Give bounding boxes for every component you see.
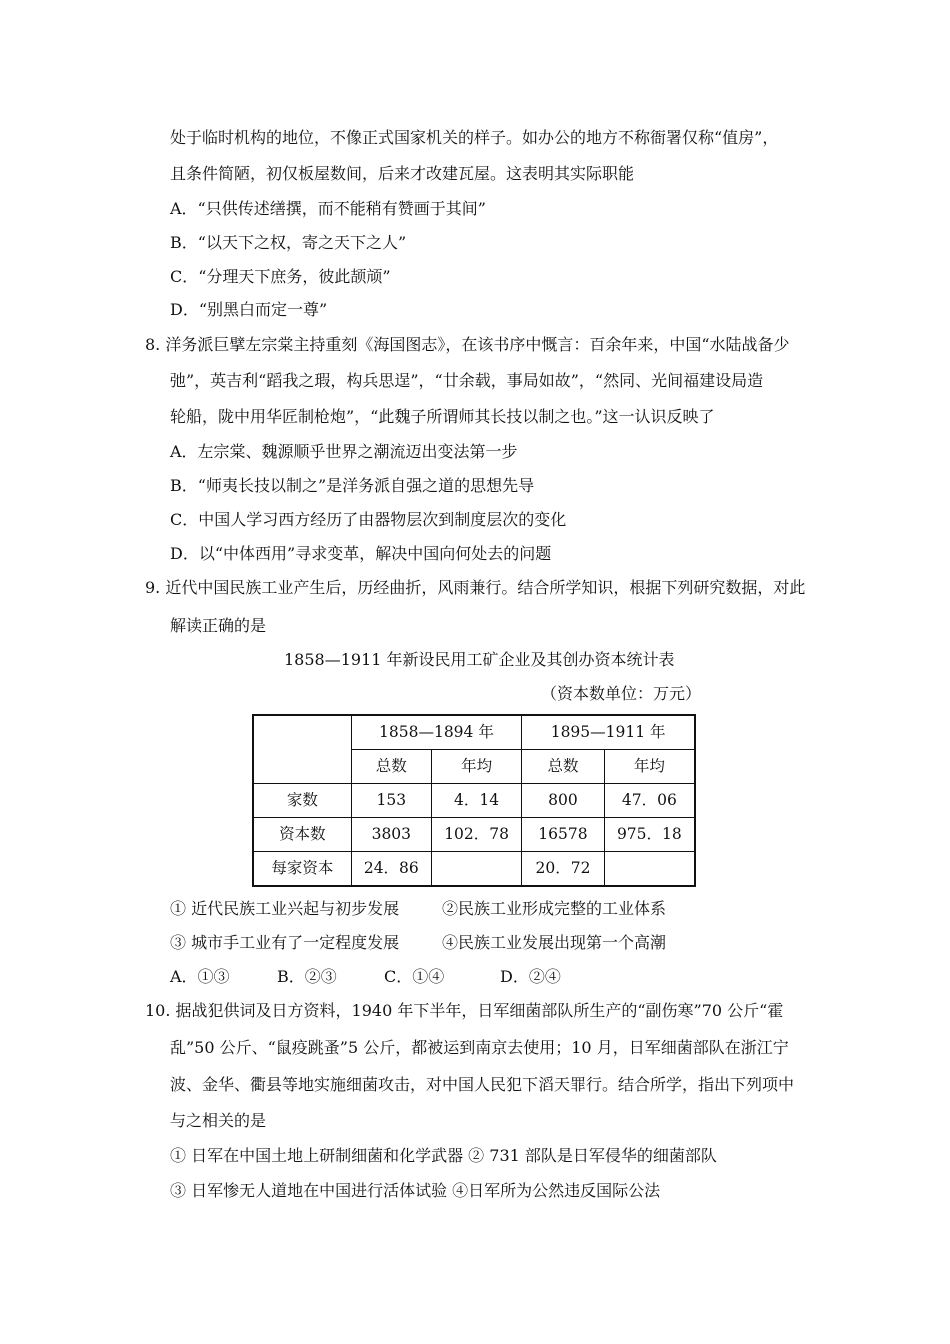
q9-statement-1: ① 近代民族工业兴起与初步发展 [170,899,400,918]
header-period-2: 1895—1911 年 [522,715,695,750]
q10-statements-line-2: ③ 日军惨无人道地在中国进行活体试验 ④日军所为公然违反国际公法 [170,1181,661,1200]
table-cell: 16578 [522,818,604,852]
q9-statement-2: ②民族工业形成完整的工业体系 [442,899,667,918]
row-label: 家数 [253,784,351,818]
q9-choice-b: B．②③ [277,967,337,986]
table-cell [431,852,521,887]
q10-text-line-3: 波、金华、衢县等地实施细菌攻击，对中国人民犯下滔天罪行。结合所学，指出下列项中 [170,1075,795,1094]
table-title: 1858—1911 年新设民用工矿企业及其创办资本统计表 [284,650,675,669]
table-row [253,784,695,818]
table-header-row [253,715,695,750]
table-cell: 800 [522,784,604,818]
q8-option-d: D．以“中体西用”寻求变革，解决中国向何处去的问题 [170,544,552,563]
table-row [253,818,695,852]
table-cell: 975．18 [604,818,695,852]
q9-statement-4: ④民族工业发展出现第一个高潮 [442,933,667,952]
q7-option-d: D．“别黑白而定一尊” [170,300,328,319]
q8-text-line-3: 轮船，陇中用华匠制枪炮”，“此魏子所谓师其长技以制之也。”这一认识反映了 [170,407,715,426]
subheader-annual-1: 年均 [431,750,521,784]
q7-text-line-2: 且条件简陋，初仅板屋数间，后来才改建瓦屋。这表明其实际职能 [170,164,635,183]
table-cell [604,852,695,887]
table-corner-cell [253,715,351,784]
subheader-total-2: 总数 [522,750,604,784]
q10-text-line-1: 10. 据战犯供词及日方资料，1940 年下半年，日军细菌部队所生产的“副伤寒”70 公斤“霍 [145,1001,784,1020]
table-cell: 153 [351,784,431,818]
q9-choice-c: C．①④ [384,967,445,986]
table-cell: 4．14 [431,784,521,818]
table-cell: 20．72 [522,852,604,887]
q9-text-line-1: 9. 近代中国民族工业产生后，历经曲折，风雨兼行。结合所学知识，根据下列研究数据，对此 [145,578,806,597]
q9-choice-a: A．①③ [170,967,230,986]
table-unit-note: （资本数单位：万元） [541,684,702,703]
table-cell: 3803 [351,818,431,852]
q10-text-line-4: 与之相关的是 [170,1111,267,1130]
row-label: 每家资本 [253,852,351,887]
q7-option-c: C．“分理天下庶务，彼此颉颃” [170,267,391,286]
q7-option-a: A．“只供传述缮撰，而不能稍有赞画于其间” [170,199,486,218]
table-row [253,852,695,887]
header-period-1: 1858—1894 年 [351,715,522,750]
subheader-annual-2: 年均 [604,750,695,784]
statistics-table [252,714,696,887]
q9-statement-3: ③ 城市手工业有了一定程度发展 [170,933,400,952]
q9-text-line-2: 解读正确的是 [170,616,267,635]
q8-option-c: C．中国人学习西方经历了由器物层次到制度层次的变化 [170,510,567,529]
q10-text-line-2: 乱”50 公斤、“鼠疫跳蚤”5 公斤，都被运到南京去使用；10 月，日军细菌部队在浙江宁 [170,1038,789,1057]
table-cell: 24．86 [351,852,431,887]
q8-text-line-2: 弛”，英吉利“蹈我之瑕，构兵思逞”，“廿余载，事局如故”，“然同、光间福建设局造 [170,371,764,390]
q9-choice-d: D．②④ [500,967,561,986]
q10-statements-line-1: ① 日军在中国土地上研制细菌和化学武器 ② 731 部队是日军侵华的细菌部队 [170,1146,717,1165]
row-label: 资本数 [253,818,351,852]
table-cell: 102．78 [431,818,521,852]
table-cell: 47．06 [604,784,695,818]
q7-text-line-1: 处于临时机构的地位，不像正式国家机关的样子。如办公的地方不称衙署仅称“值房”， [170,128,779,147]
q8-text-line-1: 8. 洋务派巨擘左宗棠主持重刻《海国图志》，在该书序中慨言：百余年来，中国“水陆战备少 [145,335,790,354]
q8-option-a: A．左宗棠、魏源顺乎世界之潮流迈出变法第一步 [170,442,518,461]
q8-option-b: B．“师夷长技以制之”是洋务派自强之道的思想先导 [170,476,535,495]
subheader-total-1: 总数 [351,750,431,784]
q7-option-b: B．“以天下之权，寄之天下之人” [170,233,407,252]
